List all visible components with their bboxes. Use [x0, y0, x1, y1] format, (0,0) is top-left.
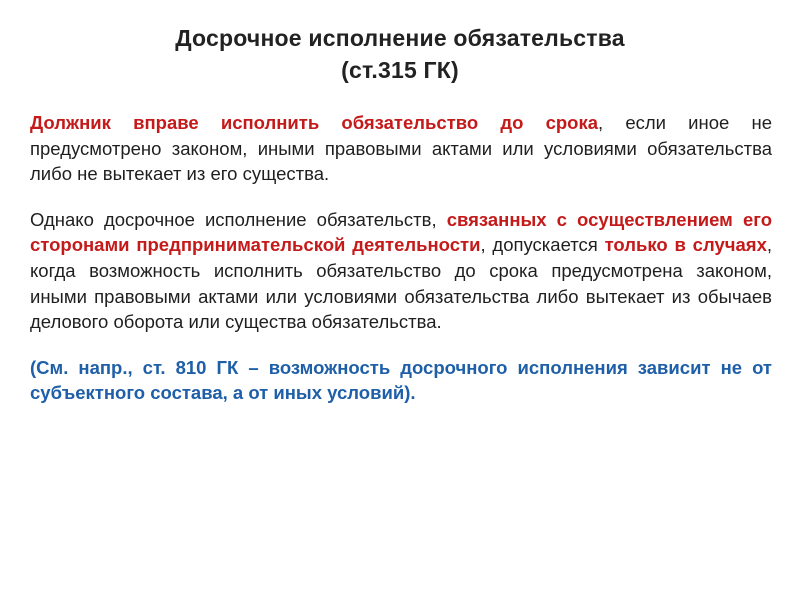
paragraph-business-exception	[30, 207, 772, 335]
emphasis-only-cases: только в случаях	[604, 234, 767, 256]
paragraph2-text-2: , допускается	[480, 234, 605, 256]
note-article-810: (См. напр., ст. 810 ГК – возможность досрочного исполнения зависит не от субъектного состава, а от иных условий).	[30, 356, 772, 404]
slide-title	[0, 22, 800, 86]
emphasis-debtor-right: Должник вправе исполнить обязательство до срока	[30, 112, 599, 133]
slide-body	[30, 110, 772, 426]
paragraph2-text-1: Однако досрочное исполнение обязательств,	[30, 208, 447, 230]
paragraph2-text-3: , когда возможность исполнить обязательство до срока предусмотрена законом, иными правовыми актами или условиями обязательства либо вытекает из обычаев делового оборота или существа обязательства.	[30, 234, 772, 333]
emphasis-business-activity: связанных с осуществлением его сторонами предпринимательской деятельности	[30, 208, 772, 256]
title-article-ref: (ст.315 ГК)	[341, 57, 459, 83]
paragraph-debtor-right	[30, 110, 772, 187]
title-main: Досрочное исполнение обязательства	[175, 25, 625, 51]
paragraph1-text: , если иное не предусмотрено законом, иными правовыми актами или условиями обязательства либо не вытекает из его существа.	[30, 112, 772, 185]
